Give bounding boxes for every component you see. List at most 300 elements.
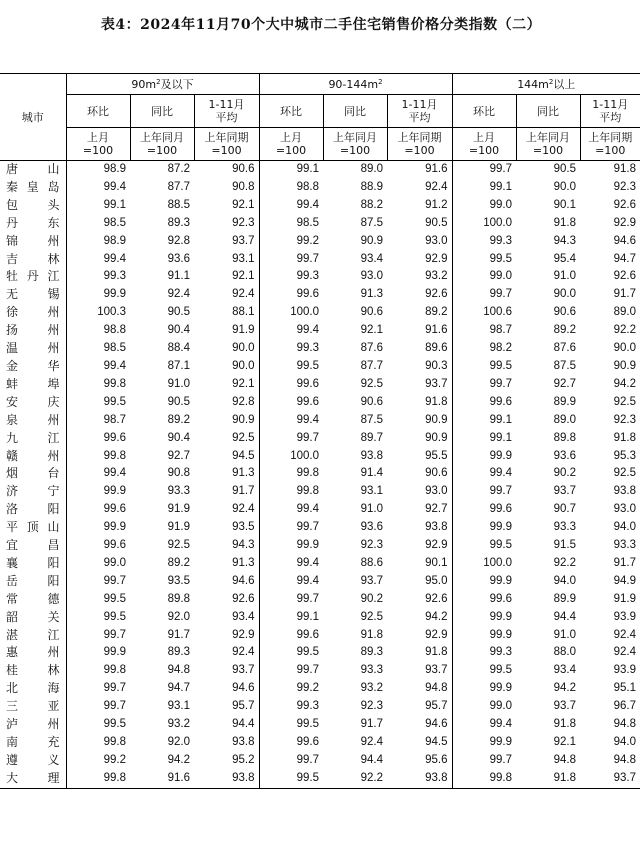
- value-cell: 91.8: [553, 718, 577, 731]
- value-cell: 93.3: [553, 521, 577, 534]
- base-header: 上月 =100: [452, 128, 516, 161]
- value-cell: 99.6: [296, 288, 319, 301]
- value-cell: 91.7: [194, 483, 259, 501]
- value-cell: 95.7: [194, 698, 259, 716]
- value-cell: 94.6: [194, 573, 259, 591]
- value-cell: 94.4: [360, 753, 383, 766]
- value-cell: 98.9: [103, 234, 126, 247]
- city-name: 牡 丹 江: [6, 269, 60, 284]
- value-cell: 92.6: [613, 198, 637, 211]
- sub-header: 1-11月 平均: [580, 95, 640, 128]
- value-cell: 89.3: [360, 646, 383, 659]
- table-row: [0, 251, 640, 269]
- value-cell: 88.6: [360, 556, 383, 569]
- value-cell: 87.7: [167, 180, 190, 193]
- table-row: [0, 609, 640, 627]
- value-cell: 99.7: [489, 485, 513, 498]
- value-cell: 93.7: [360, 574, 383, 587]
- value-cell: 90.4: [167, 324, 190, 337]
- city-name: 吉 林: [6, 251, 60, 266]
- value-cell: 93.8: [387, 770, 452, 788]
- value-cell: 91.9: [167, 521, 190, 534]
- city-name: 唐 山: [6, 162, 60, 176]
- base-header: 上月 =100: [259, 128, 323, 161]
- value-cell: 99.9: [489, 736, 513, 748]
- value-cell: 93.0: [360, 270, 383, 283]
- value-cell: 99.2: [103, 753, 126, 766]
- value-cell: 90.9: [613, 359, 637, 372]
- value-cell: 99.4: [296, 198, 319, 211]
- value-cell: 99.9: [489, 682, 513, 695]
- value-cell: 99.6: [296, 736, 319, 748]
- value-cell: 93.6: [167, 252, 190, 265]
- city-cell: [0, 501, 66, 519]
- city-cell: [0, 268, 66, 286]
- value-cell: 98.7: [103, 413, 126, 426]
- city-cell: [0, 161, 66, 179]
- value-cell: 99.1: [489, 413, 513, 426]
- city-cell: [0, 770, 66, 788]
- group-header: $90-144m^2$: [259, 74, 452, 95]
- value-cell: 92.9: [387, 537, 452, 555]
- value-cell: 100.0: [483, 556, 513, 569]
- city-cell: [0, 448, 66, 466]
- value-cell: 89.0: [360, 163, 383, 175]
- value-cell: 99.0: [103, 556, 126, 569]
- value-cell: 99.6: [489, 503, 513, 516]
- table-row: [0, 465, 640, 483]
- table-row: [0, 680, 640, 698]
- value-cell: 93.8: [194, 734, 259, 752]
- city-name: 遵 义: [6, 752, 60, 767]
- city-cell: [0, 752, 66, 770]
- value-cell: 99.4: [296, 503, 319, 516]
- value-cell: 93.1: [167, 700, 190, 713]
- value-cell: 92.2: [553, 556, 577, 569]
- value-cell: 89.2: [387, 304, 452, 322]
- value-cell: 92.9: [387, 251, 452, 269]
- value-cell: 92.4: [613, 646, 637, 659]
- value-cell: 91.7: [167, 628, 190, 641]
- city-cell: [0, 698, 66, 716]
- table-row: [0, 716, 640, 734]
- table-row: [0, 698, 640, 716]
- city-cell: [0, 412, 66, 430]
- value-cell: 88.1: [194, 304, 259, 322]
- value-cell: 90.5: [167, 395, 190, 408]
- value-cell: 94.6: [613, 234, 637, 247]
- value-cell: 99.5: [103, 592, 126, 605]
- city-cell: [0, 662, 66, 680]
- value-cell: 99.7: [103, 700, 126, 713]
- value-cell: 99.0: [489, 198, 513, 211]
- table-row: [0, 286, 640, 304]
- value-cell: 99.5: [489, 539, 513, 552]
- value-cell: 91.6: [387, 322, 452, 340]
- value-cell: 95.0: [387, 573, 452, 591]
- value-cell: 90.6: [387, 465, 452, 483]
- value-cell: 93.0: [387, 233, 452, 251]
- table-row: [0, 197, 640, 215]
- value-cell: 91.8: [613, 431, 637, 444]
- table-row: [0, 394, 640, 412]
- city-cell: [0, 394, 66, 412]
- value-cell: 99.4: [296, 413, 319, 426]
- value-cell: 91.0: [553, 270, 577, 283]
- value-cell: 93.8: [194, 770, 259, 788]
- city-name: 安 庆: [6, 394, 60, 409]
- value-cell: 93.8: [613, 485, 637, 498]
- value-cell: 99.9: [489, 449, 513, 462]
- value-cell: 99.3: [489, 234, 513, 247]
- city-name: 济 宁: [6, 484, 60, 499]
- value-cell: 99.5: [296, 646, 319, 659]
- value-cell: 99.3: [296, 700, 319, 713]
- value-cell: 99.9: [296, 539, 319, 552]
- city-name: 襄 阳: [6, 555, 60, 570]
- value-cell: 99.9: [489, 574, 513, 587]
- value-cell: 93.7: [580, 770, 640, 788]
- value-cell: 99.8: [296, 485, 319, 498]
- base-header: 上年同月 =100: [516, 128, 580, 161]
- value-cell: 92.1: [194, 268, 259, 286]
- value-cell: 99.6: [296, 377, 319, 390]
- table-row: [0, 179, 640, 197]
- value-cell: 99.2: [296, 682, 319, 695]
- value-cell: 99.4: [103, 180, 126, 193]
- value-cell: 92.5: [194, 430, 259, 448]
- value-cell: 91.9: [613, 592, 637, 605]
- value-cell: 87.5: [360, 413, 383, 426]
- value-cell: 99.7: [489, 288, 513, 301]
- table-row: [0, 430, 640, 448]
- value-cell: 99.6: [489, 395, 513, 408]
- value-cell: 93.4: [360, 252, 383, 265]
- price-index-table: [0, 73, 640, 789]
- city-cell: [0, 609, 66, 627]
- city-name: 金 华: [6, 358, 60, 373]
- value-cell: 95.7: [387, 698, 452, 716]
- sub-header: 1-11月 平均: [194, 95, 259, 128]
- value-cell: 92.3: [360, 539, 383, 552]
- value-cell: 94.5: [387, 734, 452, 752]
- value-cell: 93.7: [553, 700, 577, 713]
- value-cell: 93.3: [360, 664, 383, 677]
- value-cell: 99.4: [296, 324, 319, 337]
- value-cell: 91.8: [387, 644, 452, 662]
- base-header: 上年同月 =100: [130, 128, 194, 161]
- value-cell: 99.7: [296, 431, 319, 444]
- value-cell: 88.0: [553, 646, 577, 659]
- value-cell: 92.4: [167, 288, 190, 301]
- value-cell: 93.1: [194, 251, 259, 269]
- city-name: 烟 台: [6, 466, 60, 481]
- value-cell: 93.3: [613, 539, 637, 552]
- value-cell: 94.8: [553, 753, 577, 766]
- value-cell: 88.9: [360, 180, 383, 193]
- value-cell: 98.7: [489, 324, 513, 337]
- value-cell: 88.2: [360, 198, 383, 211]
- city-cell: [0, 680, 66, 698]
- value-cell: 90.5: [387, 215, 452, 233]
- value-cell: 99.5: [103, 718, 126, 731]
- value-cell: 92.0: [167, 736, 190, 748]
- value-cell: 90.0: [553, 180, 577, 193]
- city-cell: [0, 465, 66, 483]
- city-name: 宜 昌: [6, 538, 60, 553]
- table-row: [0, 215, 640, 233]
- city-name: 赣 州: [6, 448, 60, 463]
- table-row: [0, 376, 640, 394]
- value-cell: 91.6: [130, 770, 194, 788]
- value-cell: 94.9: [613, 574, 637, 587]
- page-title: 表4：2024年11月70个大中城市二手住宅销售价格分类指数（二）: [100, 17, 542, 33]
- value-cell: 88.5: [167, 198, 190, 211]
- value-cell: 99.7: [296, 664, 319, 677]
- value-cell: 99.9: [103, 646, 126, 659]
- value-cell: 99.3: [296, 270, 319, 283]
- value-cell: 92.4: [387, 179, 452, 197]
- value-cell: 90.5: [167, 306, 190, 319]
- value-cell: 93.6: [360, 521, 383, 534]
- value-cell: 91.7: [613, 556, 637, 569]
- city-cell: [0, 233, 66, 251]
- value-cell: 92.3: [613, 180, 637, 193]
- value-cell: 99.7: [296, 753, 319, 766]
- value-cell: 99.6: [103, 503, 126, 516]
- value-cell: 90.0: [613, 342, 637, 355]
- value-cell: 99.8: [103, 377, 126, 390]
- value-cell: 89.9: [553, 592, 577, 605]
- value-cell: 93.2: [387, 268, 452, 286]
- sub-header: 1-11月 平均: [387, 95, 452, 128]
- city-cell: [0, 304, 66, 322]
- value-cell: 92.0: [167, 610, 190, 623]
- value-cell: 89.8: [553, 431, 577, 444]
- city-cell: [0, 358, 66, 376]
- value-cell: 93.7: [387, 376, 452, 394]
- city-name: 桂 林: [6, 663, 60, 678]
- value-cell: 100.3: [97, 306, 126, 319]
- table-row: [0, 662, 640, 680]
- table-row: [0, 233, 640, 251]
- value-cell: 89.9: [553, 395, 577, 408]
- value-cell: 94.5: [194, 448, 259, 466]
- value-cell: 91.0: [360, 503, 383, 516]
- table-row: [0, 268, 640, 286]
- table-row: [0, 483, 640, 501]
- city-name: 南 充: [6, 735, 60, 749]
- value-cell: 92.6: [387, 591, 452, 609]
- value-cell: 92.7: [167, 449, 190, 462]
- value-cell: 92.3: [613, 413, 637, 426]
- group-header: $144m^2$以上: [452, 74, 640, 95]
- value-cell: 99.5: [296, 718, 319, 731]
- value-cell: 90.1: [387, 555, 452, 573]
- value-cell: 90.5: [553, 163, 577, 175]
- value-cell: 94.7: [167, 682, 190, 695]
- city-cell: [0, 322, 66, 340]
- value-cell: 99.7: [489, 753, 513, 766]
- value-cell: 94.8: [613, 753, 637, 766]
- table-row: [0, 734, 640, 752]
- value-cell: 93.7: [194, 233, 259, 251]
- value-cell: 98.5: [296, 216, 319, 229]
- value-cell: 91.7: [360, 718, 383, 731]
- value-cell: 87.1: [167, 359, 190, 372]
- table-row: [0, 644, 640, 662]
- table-row: [0, 340, 640, 358]
- value-cell: 92.9: [387, 627, 452, 645]
- value-cell: 99.5: [489, 252, 513, 265]
- base-header: 上年同月 =100: [323, 128, 387, 161]
- value-cell: 100.0: [290, 306, 319, 319]
- value-cell: 99.6: [296, 395, 319, 408]
- value-cell: 95.4: [553, 252, 577, 265]
- value-cell: 90.6: [194, 161, 259, 179]
- city-cell: [0, 215, 66, 233]
- value-cell: 91.8: [553, 216, 577, 229]
- value-cell: 99.9: [489, 521, 513, 534]
- city-cell: [0, 555, 66, 573]
- value-cell: 94.6: [387, 716, 452, 734]
- value-cell: 93.7: [553, 485, 577, 498]
- table-row: [0, 555, 640, 573]
- table-row: [0, 161, 640, 179]
- city-cell: [0, 537, 66, 555]
- value-cell: 91.0: [553, 628, 577, 641]
- value-cell: 91.0: [167, 377, 190, 390]
- value-cell: 91.9: [194, 322, 259, 340]
- value-cell: 89.3: [167, 216, 190, 229]
- table-row: [0, 304, 640, 322]
- city-cell: [0, 644, 66, 662]
- sub-header: 环比: [259, 95, 323, 128]
- value-cell: 91.8: [387, 394, 452, 412]
- value-cell: 99.9: [489, 628, 513, 641]
- city-name: 丹 东: [6, 215, 60, 230]
- value-cell: 99.6: [103, 431, 126, 444]
- value-cell: 99.8: [66, 770, 130, 788]
- value-cell: 91.5: [553, 539, 577, 552]
- value-cell: 94.6: [194, 680, 259, 698]
- table-row: [0, 573, 640, 591]
- value-cell: 91.4: [360, 467, 383, 480]
- value-cell: 91.1: [167, 270, 190, 283]
- value-cell: 99.5: [489, 359, 513, 372]
- value-cell: 94.0: [553, 574, 577, 587]
- value-cell: 99.3: [489, 646, 513, 659]
- value-cell: 92.4: [360, 736, 383, 748]
- value-cell: 94.3: [553, 234, 577, 247]
- city-cell: [0, 251, 66, 269]
- value-cell: 96.7: [613, 700, 637, 713]
- city-name: 三 亚: [6, 699, 60, 714]
- value-cell: 92.3: [360, 700, 383, 713]
- value-cell: 92.5: [613, 395, 637, 408]
- value-cell: 87.7: [360, 359, 383, 372]
- city-name: 包 头: [6, 197, 60, 212]
- value-cell: 99.7: [103, 682, 126, 695]
- city-name: 锦 州: [6, 233, 60, 248]
- value-cell: 89.3: [167, 646, 190, 659]
- city-header: 城市: [0, 74, 66, 161]
- value-cell: 92.7: [387, 501, 452, 519]
- value-cell: 99.8: [103, 736, 126, 748]
- value-cell: 90.9: [387, 430, 452, 448]
- base-header: 上年同期 =100: [387, 128, 452, 161]
- value-cell: 92.8: [167, 234, 190, 247]
- sub-header: 同比: [130, 95, 194, 128]
- value-cell: 94.8: [387, 680, 452, 698]
- value-cell: 99.4: [296, 574, 319, 587]
- value-cell: 92.1: [194, 197, 259, 215]
- value-cell: 89.8: [167, 592, 190, 605]
- city-cell: [0, 627, 66, 645]
- value-cell: 92.4: [194, 286, 259, 304]
- value-cell: 99.6: [489, 592, 513, 605]
- value-cell: 90.2: [360, 592, 383, 605]
- value-cell: 93.1: [360, 485, 383, 498]
- value-cell: 91.7: [613, 288, 637, 301]
- value-cell: 91.6: [387, 161, 452, 179]
- value-cell: 99.3: [296, 342, 319, 355]
- value-cell: 90.1: [553, 198, 577, 211]
- value-cell: 92.4: [194, 644, 259, 662]
- value-cell: 93.7: [387, 662, 452, 680]
- value-cell: 99.7: [103, 628, 126, 641]
- sub-header: 环比: [66, 95, 130, 128]
- value-cell: 94.4: [194, 716, 259, 734]
- value-cell: 99.1: [103, 198, 126, 211]
- value-cell: 99.4: [489, 718, 513, 731]
- value-cell: 90.0: [553, 288, 577, 301]
- city-name: 常 德: [6, 591, 60, 606]
- base-header: 上年同期 =100: [194, 128, 259, 161]
- value-cell: 91.3: [194, 465, 259, 483]
- value-cell: 93.5: [194, 519, 259, 537]
- city-cell: [0, 519, 66, 537]
- value-cell: 99.4: [103, 252, 126, 265]
- value-cell: 99.6: [103, 539, 126, 552]
- value-cell: 92.1: [553, 736, 577, 748]
- value-cell: 91.8: [613, 163, 637, 175]
- value-cell: 95.6: [387, 752, 452, 770]
- value-cell: 99.1: [296, 163, 319, 175]
- value-cell: 99.7: [489, 377, 513, 390]
- city-name: 大 理: [6, 770, 60, 785]
- value-cell: 90.3: [387, 358, 452, 376]
- city-name: 韶 关: [6, 609, 60, 624]
- value-cell: 99.5: [103, 610, 126, 623]
- value-cell: 93.0: [387, 483, 452, 501]
- value-cell: 99.7: [489, 163, 513, 175]
- value-cell: 99.1: [296, 610, 319, 623]
- value-cell: 90.6: [360, 395, 383, 408]
- value-cell: 89.2: [553, 324, 577, 337]
- value-cell: 95.2: [194, 752, 259, 770]
- city-name: 徐 州: [6, 305, 60, 320]
- value-cell: 92.2: [323, 770, 387, 788]
- value-cell: 95.5: [387, 448, 452, 466]
- table-row: [0, 627, 640, 645]
- value-cell: 89.2: [167, 413, 190, 426]
- value-cell: 99.5: [103, 395, 126, 408]
- base-header: 上年同期 =100: [580, 128, 640, 161]
- city-cell: [0, 483, 66, 501]
- value-cell: 90.8: [194, 179, 259, 197]
- city-name: 洛 阳: [6, 502, 60, 517]
